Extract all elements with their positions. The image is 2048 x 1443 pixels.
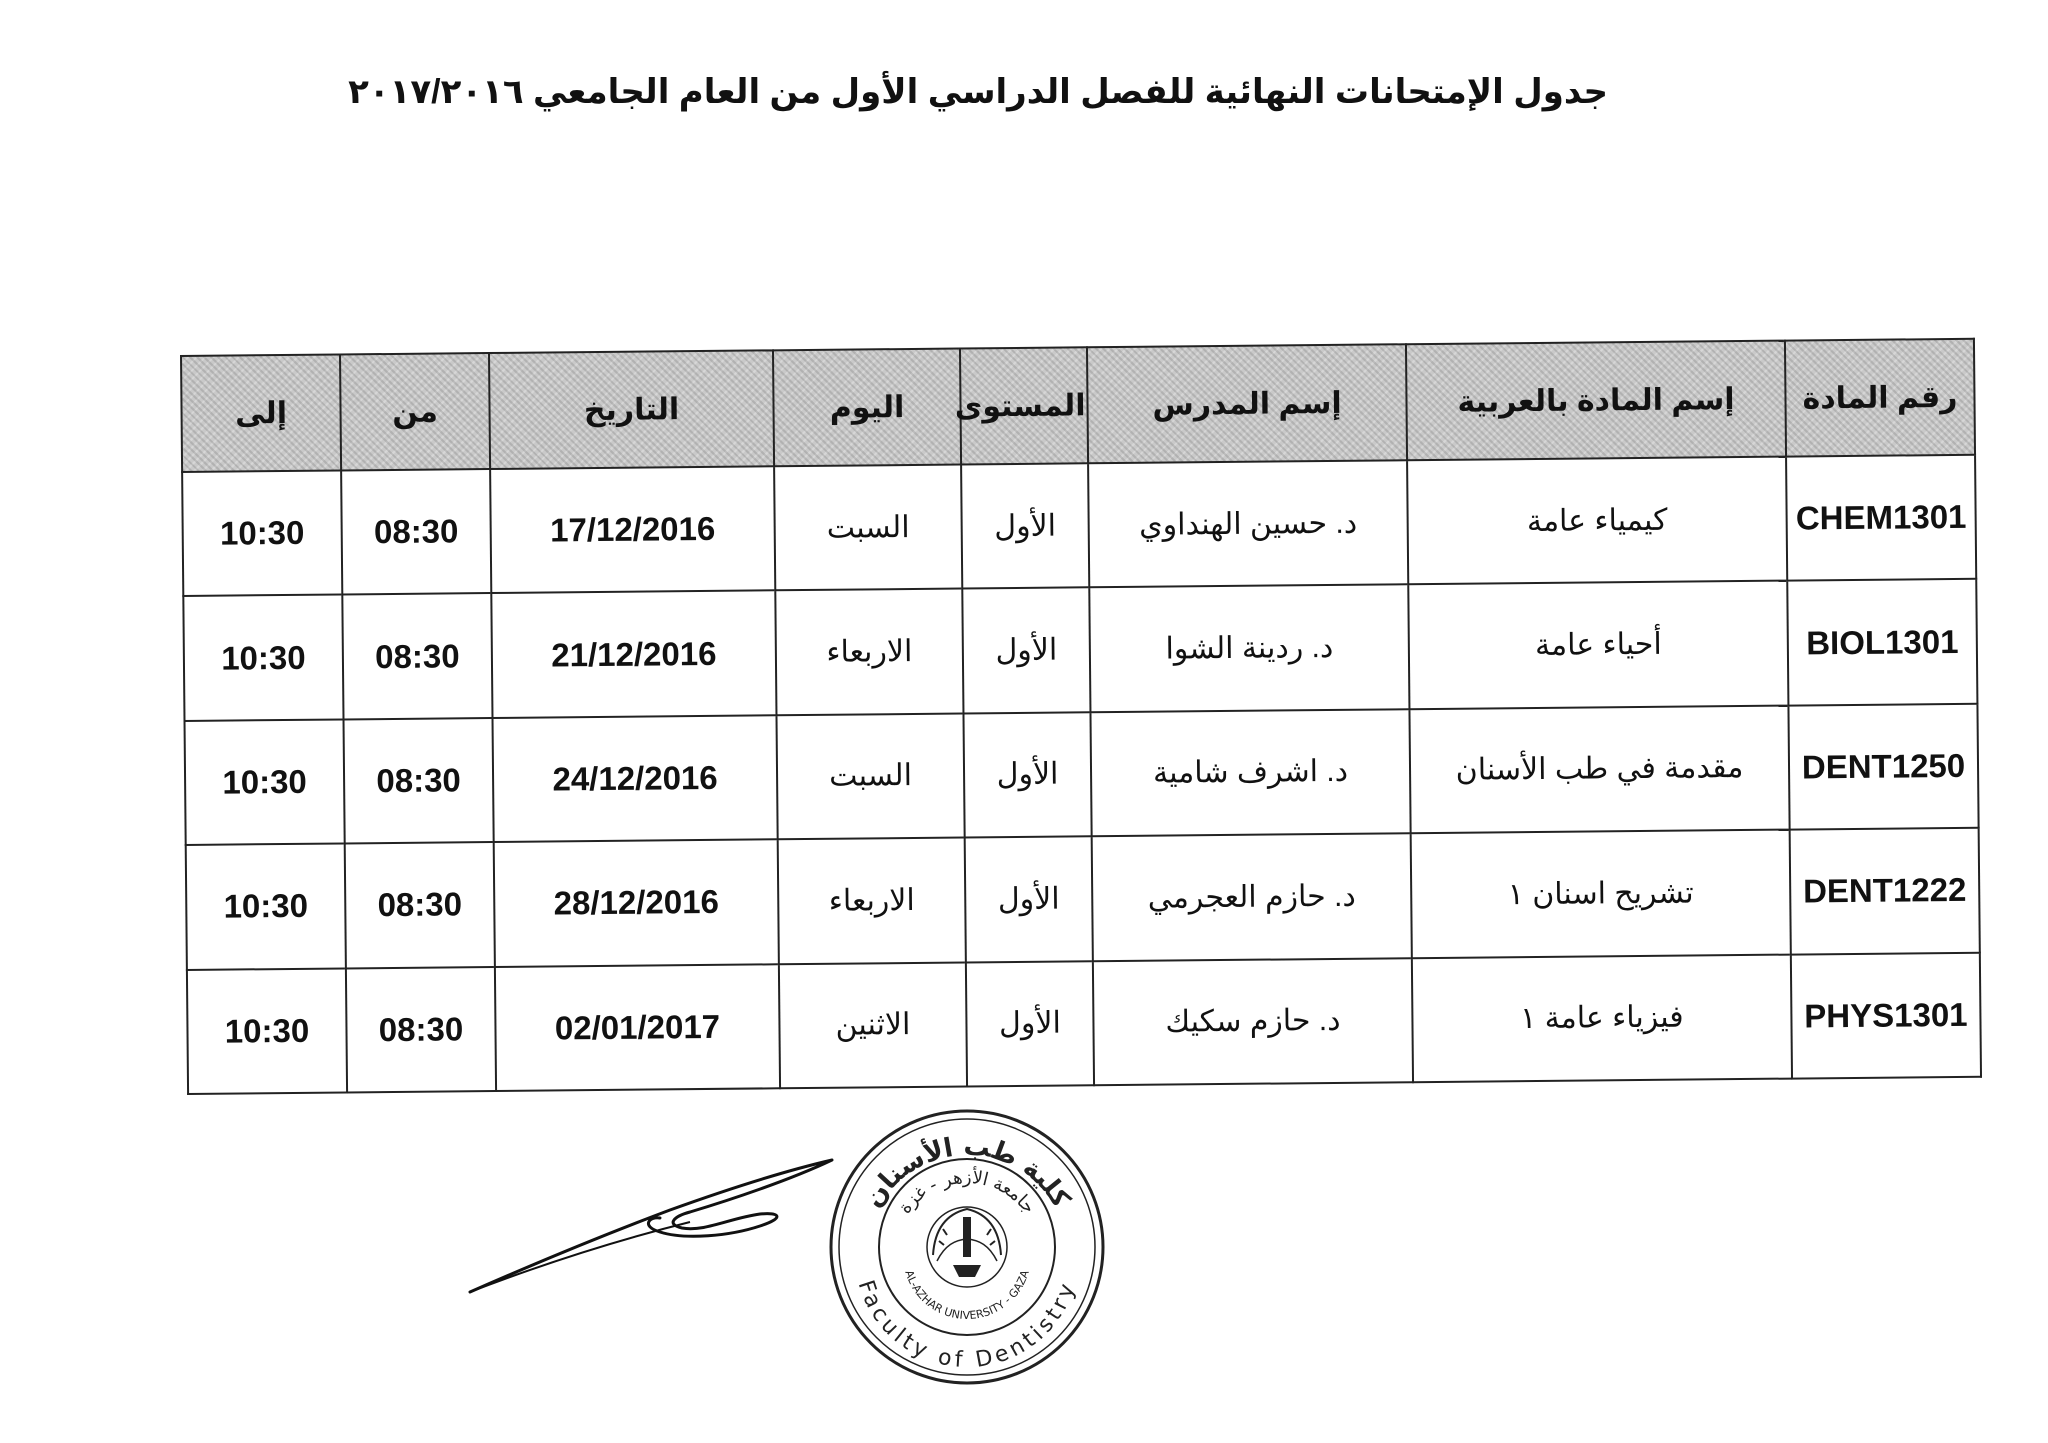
time-from: 08:30 bbox=[344, 718, 494, 844]
time-from: 08:30 bbox=[341, 469, 491, 595]
header-date: التاريخ bbox=[489, 350, 774, 469]
level: الأول bbox=[961, 463, 1089, 589]
time-from: 08:30 bbox=[342, 593, 492, 719]
instructor-name: د. حسين الهنداوي bbox=[1088, 460, 1408, 587]
time-to: 10:30 bbox=[185, 719, 345, 845]
subject-name: كيمياء عامة bbox=[1407, 457, 1787, 585]
time-to: 10:30 bbox=[187, 968, 347, 1094]
header-row bbox=[181, 339, 1975, 472]
title-line: جدول الإمتحانات النهائية للفصل الدراسي الأول من العام الجامعي ٢٠١٧/٢٠١٦ bbox=[348, 73, 1608, 111]
day: الاربعاء bbox=[778, 838, 966, 964]
subject-name: مقدمة في طب الأسنان bbox=[1409, 705, 1789, 833]
header-to: إلى bbox=[181, 354, 341, 472]
level: الأول bbox=[963, 712, 1091, 838]
time-from: 08:30 bbox=[346, 967, 496, 1093]
exam-date: 21/12/2016 bbox=[491, 591, 776, 718]
signature-icon bbox=[460, 1150, 840, 1300]
instructor-name: د. اشرف شامية bbox=[1090, 709, 1410, 836]
day: الاربعاء bbox=[775, 589, 963, 715]
subject-name: فيزياء عامة ١ bbox=[1412, 954, 1792, 1082]
subject-name: أحياء عامة bbox=[1408, 581, 1788, 709]
course-code: CHEM1301 bbox=[1786, 455, 1976, 581]
level: الأول bbox=[965, 836, 1093, 962]
course-code: BIOL1301 bbox=[1787, 579, 1977, 705]
time-from: 08:30 bbox=[345, 842, 495, 968]
time-to: 10:30 bbox=[186, 844, 346, 970]
subject-name: تشريح اسنان ١ bbox=[1411, 830, 1791, 958]
day: السبت bbox=[776, 713, 964, 839]
level: الأول bbox=[966, 961, 1094, 1087]
table-row bbox=[186, 828, 1980, 970]
header-from: من bbox=[340, 353, 490, 470]
day: السبت bbox=[774, 465, 962, 591]
course-code: PHYS1301 bbox=[1791, 952, 1981, 1078]
seal-english-inner: AL-AZHAR UNIVERSITY - GAZA bbox=[902, 1268, 1032, 1323]
faculty-seal-icon bbox=[825, 1105, 1110, 1390]
exam-schedule-table bbox=[180, 338, 1982, 1095]
header-subject: إسم المادة بالعربية bbox=[1406, 341, 1786, 461]
university-emblem-icon bbox=[927, 1207, 1007, 1287]
day: الاثنين bbox=[779, 962, 967, 1088]
header-level: المستوى bbox=[960, 347, 1088, 464]
course-code: DENT1222 bbox=[1790, 828, 1980, 954]
time-to: 10:30 bbox=[183, 595, 343, 721]
exam-date: 02/01/2017 bbox=[495, 964, 780, 1091]
exam-date: 28/12/2016 bbox=[494, 839, 779, 966]
header-day: اليوم bbox=[773, 349, 961, 467]
header-instructor: إسم المدرس bbox=[1087, 344, 1407, 463]
header-code: رقم المادة bbox=[1785, 339, 1975, 457]
table-row bbox=[187, 952, 1981, 1094]
table-row bbox=[183, 579, 1977, 721]
level: الأول bbox=[962, 588, 1090, 714]
instructor-name: د. حازم سكيك bbox=[1093, 958, 1413, 1085]
seal-arabic-inner: جامعة الأزهر - غزة bbox=[894, 1166, 1040, 1218]
instructor-name: د. ردينة الشوا bbox=[1089, 585, 1409, 712]
seal-arabic-top: كلية طب الأسنان bbox=[858, 1131, 1076, 1213]
exam-date: 17/12/2016 bbox=[490, 466, 775, 593]
instructor-name: د. حازم العجرمي bbox=[1092, 833, 1412, 960]
seal-english-outer: Faculty of Dentistry bbox=[852, 1277, 1082, 1374]
table-row bbox=[185, 704, 1979, 846]
exam-date: 24/12/2016 bbox=[492, 715, 777, 842]
table-row bbox=[182, 455, 1976, 597]
time-to: 10:30 bbox=[182, 470, 342, 596]
course-code: DENT1250 bbox=[1788, 704, 1978, 830]
